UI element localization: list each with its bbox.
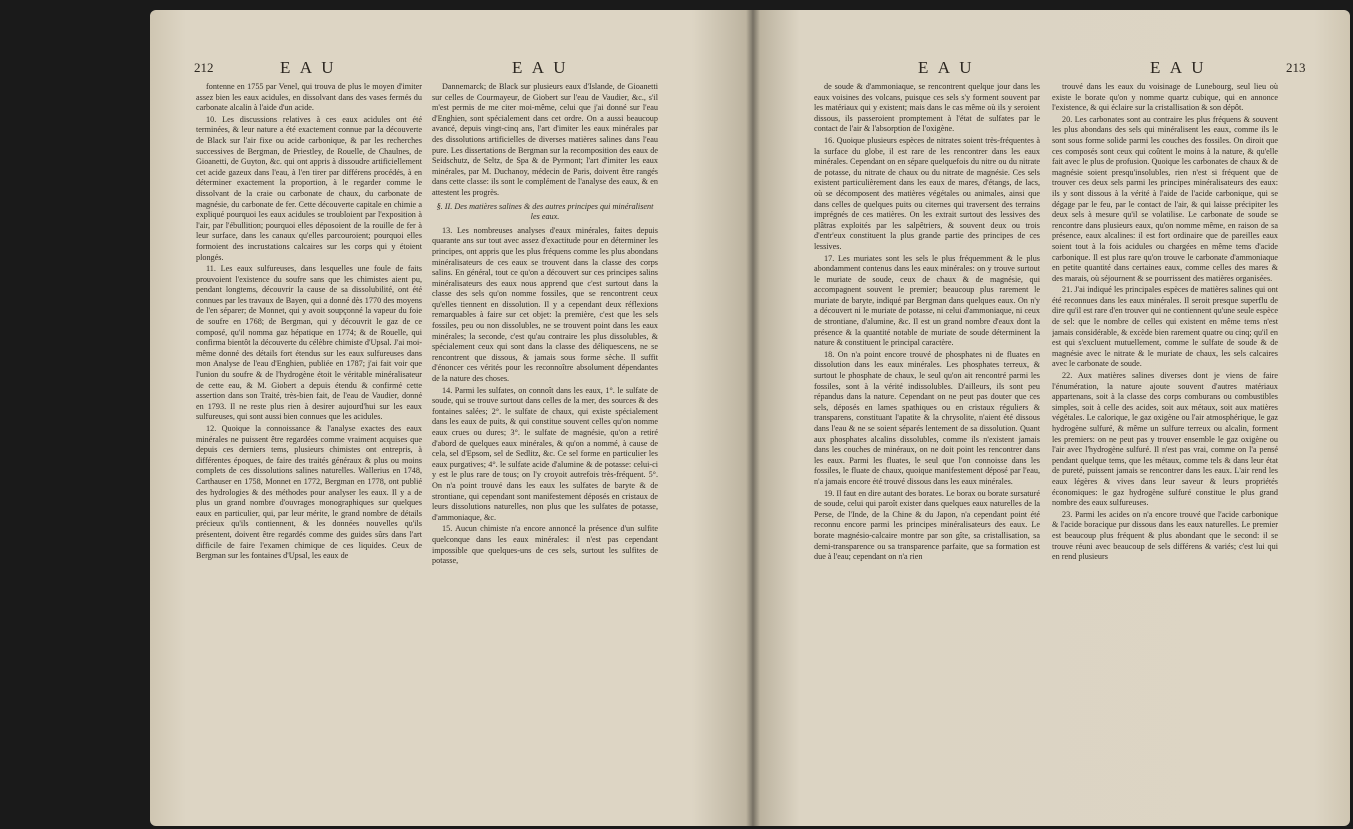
running-head-right-2: E A U — [1150, 58, 1207, 77]
paragraph: 12. Quoique la connoissance & l'analyse exactes des eaux minérales ne puissent être regardées comme vraiment acquises que depuis ces derniers tems, plusieurs chimistes ont entrepris, à différentes époques, de faire des traités généraux & plus ou moins complets de ces dissolutions salines naturelles. Wallerius en 1748, Carthauser en 1758, Monnet en 1772, Bergman en 1778, ont publié des hydrologies & des méthodes pour analyser les eaux. Il y a de plus un grand nombre d'ouvrages monographiques sur quelques eaux en particulier, qui, par leur mérite, le grand nombre de détails précieux qu'ils contiennent, & les données nouvelles qu'ils présentent, doivent être regardés comme des guides sûrs dans l'art difficile de faire l'examen chimique de ces liquides. Ceux de Bergman sur les fontaines d'Upsal, les eaux de — [196, 424, 422, 561]
right-page-column-2 — [1052, 82, 1278, 812]
running-head-right-1: E A U — [918, 58, 975, 77]
left-page-column-2 — [432, 82, 658, 812]
paragraph: 11. Les eaux sulfureuses, dans lesquelles une foule de faits prouvoient l'existence du soufre sans que les chimistes aient pu, pendant longtems, découvrir la cause de sa dissolubilité, ont été connues par les travaux de Bayen, qui a donné dès 1770 des moyens de l'en séparer; de Monnet, qui y avoit soupçonné la vapeur du foie de soufre en 1768; de Bergman, qui y découvrit le gaz de ce composé, qu'il nomma gaz hépatique en 1774; & de Rouelle, qui confirma bientôt la découverte du célèbre chimiste d'Upsal. J'ai moi-même donné des détails fort étendus sur les eaux sulfureuses dans mon Analyse de l'eau d'Enghien, publiée en 1787; j'ai fait voir que l'union du soufre & de l'hydrogène étoit le véritable minéralisateur de cette eau, & M. Giobert a depuis étendu & confirmé cette assertion dans son Traité, très-bien fait, de l'eau de Vaudier, donné en 1793. Il ne reste plus rien à desirer aujourd'hui sur les eaux sulfureuses, qui sont aussi bien connues que les acidules. — [196, 264, 422, 422]
paragraph: 23. Parmi les acides on n'a encore trouvé que l'acide carbonique & l'acide boracique pur dissous dans les eaux naturelles. Le premier est beaucoup plus fréquent & plus abondant que le second: il se trouve réuni avec beaucoup de sels différens & variés; c'est lui qui en rend plusieurs — [1052, 509, 1278, 562]
page-number-right: 213 — [1286, 60, 1306, 75]
paragraph: 15. Aucun chimiste n'a encore annoncé la présence d'un sulfite quelconque dans les eaux minérales: il n'est pas cependant impossible que quelques-uns de ces sels, surtout les sulfites de potasse, — [432, 524, 658, 566]
running-head-left-2: E A U — [512, 58, 569, 77]
paragraph: 16. Quoique plusieurs espèces de nitrates soient très-fréquentes à la surface du globe, il est rare de les rencontrer dans les eaux minérales. Cependant on en sépare quelquefois du nitre ou du nitrate de potasse, du nitrate de chaux ou du nitrate de magnésie. Ces sels existent particulièrement dans les eaux de mares, d'étangs, de lacs, où se décomposent des matières végétales ou animales, ainsi que dans celles de quelques puits ou citernes qui traversent des terrains imprégnés de ces matières. On les extrait surtout des lessives des plâtras exploités par les salpêtriers, & souvent deux ou trois d'entr'eux constituent la plus grande partie des principes de ces lessives. — [814, 135, 1040, 251]
right-page-column-1 — [814, 82, 1040, 812]
paragraph: 18. On n'a point encore trouvé de phosphates ni de fluates en dissolution dans les eaux minérales. Les phosphates terreux, & surtout le phosphate de chaux, le seul qu'on ait rencontré parmi les fossiles, sont à la vérité indissolubles. D'ailleurs, ils sont peu répandus dans la nature. Cependant on ne peut pas douter que ces sels, déposés en lames spathiques ou en cristaux réguliers & transparens, constituant l'apatite & la chrysolite, n'aient été dissous dans l'eau & ne se soient séparés lentement de sa dissolution. Quant aux phosphates alcalins dissolubles, comme ils n'existent jamais dans les couches de minéraux, on ne doit point les rencontrer dans les eaux. Parmi les fluates, le seul que l'on connoisse dans les fossiles, le fluate de chaux, quoique manifestement déposé par l'eau, n'a jamais encore été trouvé dissous dans les eaux minérales. — [814, 349, 1040, 486]
running-head-left-1: E A U — [280, 58, 337, 77]
paragraph: 20. Les carbonates sont au contraire les plus fréquens & souvent les plus abondans des sels qui minéralisent les eaux, comme ils le sont sous forme solide parmi les couches des fossiles. On diroit que ces composés sont ceux qui coûtent le moins à la nature, & qu'elle fait avec le plus de profusion. Quoique les carbonates de chaux & de magnésie soient presqu'insolubles, rien n'est si fréquent que de trouver ces deux sels parmi les principes minéralisateurs des eaux: ils y sont dissous à la vérité à l'aide de l'acide carbonique, qui se dégage par le feu, par le contact de l'air, & qui laisse précipiter les deux sels à mesure qu'il se volatilise. Le carbonate de soude se rencontre dans plusieurs eaux, qu'on nomme même, en raison de sa présence, eaux alcalines: il est fort ordinaire que de pareilles eaux soient tout à la fois acidules ou chargées en même tems d'acide carbonique. Il est plus rare qu'on trouve le carbonate d'ammoniaque en petite quantité dans certaines eaux, comme celles des mares & des marais, où séjournent & se pourrissent des matières organisées. — [1052, 114, 1278, 283]
paragraph: fontenne en 1755 par Venel, qui trouva de plus le moyen d'imiter assez bien les eaux acidules, en dissolvant dans des vases fermés du carbonate alcalin à l'aide d'un acide. — [196, 82, 422, 113]
book-spread — [150, 10, 1350, 826]
left-page-column-1 — [196, 82, 422, 812]
paragraph: de soude & d'ammoniaque, se rencontrent quelque jour dans les eaux voisines des volcans, puisque ces sels s'y forment souvent par les matériaux qui y existent; mais dans le cas même où ils y seroient dissous, ils passeroient promptement à l'état de sulfates par le contact de l'air & l'absorption de l'oxigène. — [814, 82, 1040, 134]
paragraph: 10. Les discussions relatives à ces eaux acidules ont été terminées, & leur nature a été exactement connue par la découverte de Black sur l'air fixe ou acide carbonique, & par les recherches successives de Bergman, de Priestley, de Rouelle, de Chaulnes, de Gioanetti, de Guyton, &c. qui ont appris à dissoudre artificiellement cet acide gazeux dans l'eau, à l'en tirer par différens procédés, à en déterminer exactement la proportion, à le regarder comme le dissolvant de la craie ou carbonate de chaux, du carbonate de magnésie, du carbonate de fer. Cette découverte capitale en chimie a expliqué pourquoi les eaux acidules se troubloient par l'exposition à l'air, par l'ébullition; pourquoi elles déposoient de la rouille de fer à leur surface, dans les canaux qu'elles parcouroient; pourquoi elles formoient des incrustations calcaires sur les corps qui y étoient plongés. — [196, 114, 422, 262]
paragraph: Dannemarck; de Black sur plusieurs eaux d'Islande, de Gioanetti sur celles de Courmayeur, de Giobert sur l'eau de Vaudier, &c., s'il m'est permis de me citer moi-même, celui que j'ai donné sur l'eau d'Enghien, sont spécialement dans cet ordre. On a aussi beaucoup avancé, depuis vingt-cinq ans, l'art d'imiter les eaux minérales par des dissolutions artificielles de diverses matières salines dans l'eau pure. Les dissertations de Bergman sur la recomposition des eaux de Seidschutz, de Seltz, de Spa & de Pyrmont; l'art d'imiter les eaux minérales, par M. Duchanoy, médecin de Paris, doivent être rangés dans cette classe: ils sont le complément de l'analyse des eaux, & en attestent les progrès. — [432, 82, 658, 197]
paragraph: trouvé dans les eaux du voisinage de Lunebourg, seul lieu où existe le borate qu'on y nomme quartz cubique, qui en annonce l'existence, & qui éclaire sur la cristallisation & son dépôt. — [1052, 82, 1278, 113]
section-heading: §. II. Des matières salines & des autres principes qui minéralisent les eaux. — [436, 201, 654, 222]
paragraph: 19. Il faut en dire autant des borates. Le borax ou borate sursaturé de soude, celui qui paroît exister dans quelques eaux naturelles de la Perse, de l'Inde, de la Chine & du Japon, n'a cependant point été reconnu encore parmi les principes minéralisateurs des eaux. Le borate magnésio-calcaire montre par son gîte, sa cristallisation, sa demi-transparence ou sa transparence parfaite, que sa formation est due à l'eau; cependant on n'a rien — [814, 488, 1040, 562]
right-page — [752, 10, 1350, 826]
paragraph: 13. Les nombreuses analyses d'eaux minérales, faites depuis quarante ans sur tout avec assez d'exactitude pour en déterminer les principes, ont appris que les plus fréquens comme les plus abondans minéralisateurs de ces eaux se trouvent dans la classe des corps salins. En général, tout ce qu'on a découvert sur ces principes salins minéralisateurs des eaux nous apprend que c'est surtout dans la classe des sels qu'on nomme fossiles, que se rencontrent ceux qu'elles tiennent en dissolution. Il y a cependant deux réflexions remarquables à faire sur cet objet: la première, c'est que les sels fossiles, peu ou non dissolubles, ne se trouvent point dans les eaux minérales; la seconde, c'est qu'au contraire les plus dissolubles, & spécialement ceux qui sont dans la classe des déliquescens, ne se rencontrent que dissous, & jamais sous forme sèche. Il suffit d'énoncer ces vérités pour les reconnoître absolument dépendantes de la nature des choses. — [432, 225, 658, 384]
page-number-left: 212 — [194, 60, 214, 75]
paragraph: 21. J'ai indiqué les principales espèces de matières salines qui ont été reconnues dans les eaux minérales. Il seroit presque superflu de dire qu'il est rare d'en trouver qui ne contiennent qu'une seule espèce de sel: que le nombre de celles qui existent en même tems n'est jamais considérable, & excède bien rarement quatre ou cinq; qu'il en est qui s'excluent mutuellement, comme le sulfate de soude & de magnésie avec le nitrate & le muriate de chaux, les sels calcaires avec le carbonate de soude. — [1052, 285, 1278, 369]
left-page — [150, 10, 752, 826]
paragraph: 17. Les muriates sont les sels le plus fréquemment & le plus abondamment contenus dans les eaux minérales: on y trouve surtout le muriate de soude, ceux de chaux & de magnésie, qui accompagnent souvent le premier; beaucoup plus rarement le muriate de baryte, indiqué par Bergman dans quelques eaux. On n'y a découvert ni le muriate de potasse, ni celui d'ammoniaque, ni ceux de strontiane, d'alumine, &c. Il est un grand nombre d'eaux dont la présence & la quantité notable de muriate de soude déterminent la nature & constituent le principal caractère. — [814, 253, 1040, 348]
book-gutter — [746, 10, 760, 826]
paragraph: 14. Parmi les sulfates, on connoît dans les eaux, 1°. le sulfate de soude, qui se trouve surtout dans celles de la mer, des sources & des fontaines salées; 2°. le sulfate de chaux, qui existe spécialement dans les eaux de puits, & qui constitue souvent celles qu'on nomme eaux crues ou dures; 3°. le sulfate de magnésie, qu'on a retiré d'abord de quelques eaux minérales, & qu'on a nommé, à cause de cela, sel d'Epsom, sel de Sedlitz, &c. Ce sel forme en particulier les eaux purgatives; 4°. le sulfate acide d'alumine & de potasse: celui-ci y est le plus rare de tous; on l'y croyoit autrefois très-fréquent. 5°. On n'a point trouvé dans les eaux les sulfates de baryte & de strontiane, qui cependant sont manifestement déposés en cristaux de leurs dissolutions naturelles, non plus que les sulfates de potasse, d'ammoniaque, &c. — [432, 385, 658, 522]
paragraph: 22. Aux matières salines diverses dont je viens de faire l'énumération, la nature ajoute souvent d'autres matériaux appartenans, soit à la classe des corps comburans ou combustibles simples, soit à celle des acides, soit aux métaux, soit aux matières végétales. Le calorique, le gaz oxigène ou l'air atmosphérique, le gaz hydrogène sulfuré, & même un sulfure terreux ou alcalin, forment les premiers: on ne peut pas y trouver ensemble le gaz oxigène ou l'air avec l'hydrogène sulfuré. Il n'est pas vrai, comme on l'a pensé pendant quelque tems, que les métaux, comme tels & dans leur état de pureté, puissent jamais se rencontrer dans les eaux. L'air rend les eaux légères & vives dans leur saveur & leurs propriétés économiques: le gaz hydrogène sulfuré constitue le plus grand nombre des eaux sulfureuses. — [1052, 371, 1278, 508]
